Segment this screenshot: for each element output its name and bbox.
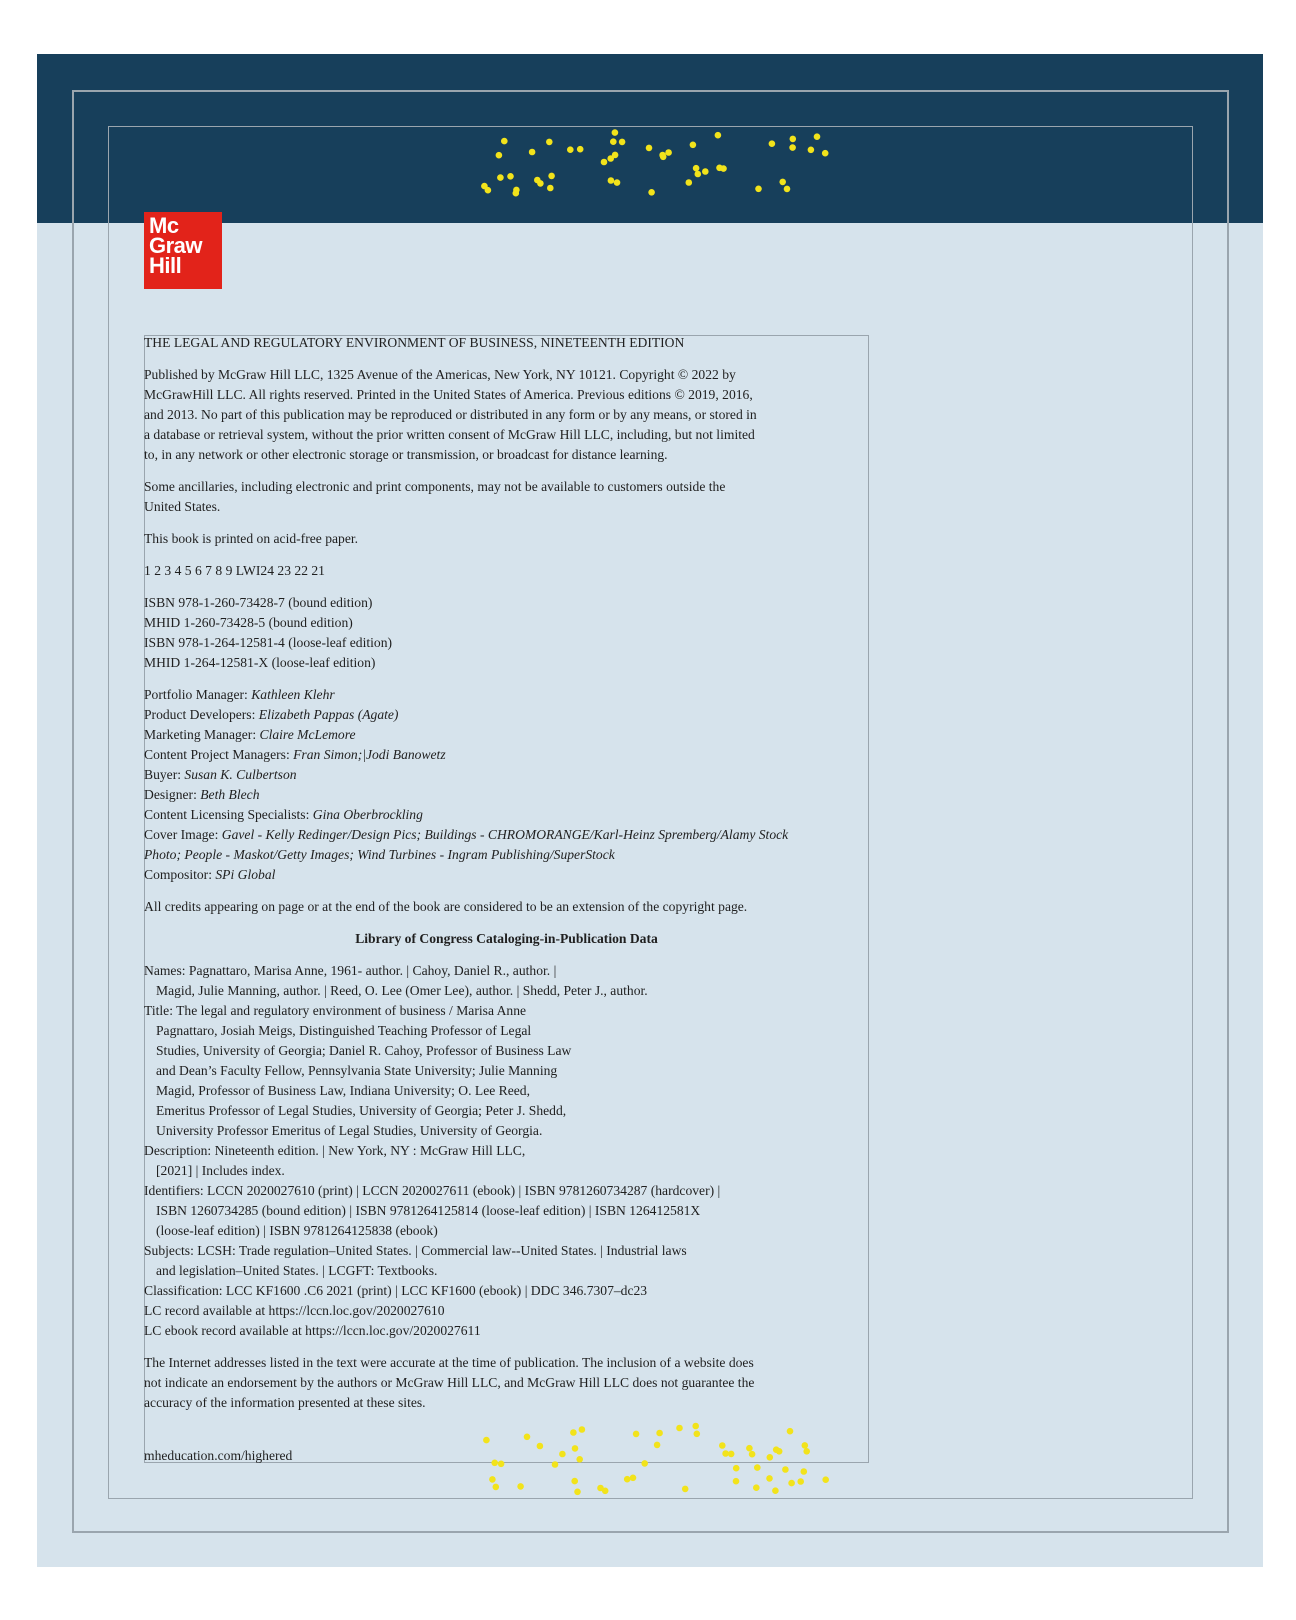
decorative-dot <box>572 1445 579 1452</box>
decorative-dot <box>547 185 554 192</box>
decorative-dot <box>716 165 723 172</box>
cip-title: Library of Congress Cataloging-in-Publication Data <box>355 931 658 946</box>
text-line: Published by McGraw Hill LLC, 1325 Avenue of the Americas, New York, NY 10121. Copyright © 2022 by <box>144 367 736 382</box>
decorative-dot <box>808 147 815 154</box>
decorative-dot <box>789 144 796 151</box>
credit-name: Beth Blech <box>200 787 260 802</box>
cip-line: Magid, Professor of Business Law, Indiana University; O. Lee Reed, <box>156 1083 531 1098</box>
decorative-dot <box>612 152 619 159</box>
decorative-dot <box>534 177 541 184</box>
credit-name: Elizabeth Pappas (Agate) <box>258 707 399 722</box>
decorative-dot <box>692 1423 699 1430</box>
decorative-dot <box>548 173 555 180</box>
decorative-dot <box>576 1456 583 1463</box>
decorative-dot <box>496 152 503 159</box>
decorative-dot <box>529 149 536 156</box>
isbn-line: MHID 1-260-73428-5 (bound edition) <box>144 615 353 630</box>
credit-role: Content Project Managers: <box>144 747 294 762</box>
decorative-dot <box>767 1454 774 1461</box>
decorative-dot <box>660 154 667 161</box>
decorative-dot <box>619 139 626 146</box>
credit-role: Portfolio Manager: <box>144 687 252 702</box>
cip-line: Names: Pagnattaro, Marisa Anne, 1961- author. | Cahoy, Daniel R., author. | <box>144 963 557 978</box>
cip-line: ISBN 1260734285 (bound edition) | ISBN 9781264125814 (loose-leaf edition) | ISBN 126412581X <box>156 1203 701 1218</box>
isbn-block <box>144 593 869 673</box>
text-line: a database or retrieval system, without the prior written consent of McGraw Hill LLC, including, but not limited <box>144 427 755 442</box>
credit-line <box>144 765 869 785</box>
decorative-dot <box>656 1430 663 1437</box>
decorative-dot <box>766 1475 773 1482</box>
decorative-dot <box>552 1461 559 1468</box>
logo-line-2: Graw <box>149 233 203 258</box>
cip-line: Identifiers: LCCN 2020027610 (print) | LCCN 2020027611 (ebook) | ISBN 9781260734287 (hardcover) | <box>144 1183 721 1198</box>
decorative-dot <box>524 1434 531 1441</box>
credit-role: Compositor: <box>144 867 216 882</box>
credit-line <box>144 865 869 885</box>
decorative-dot <box>755 186 762 193</box>
cip-line: Title: The legal and regulatory environment of business / Marisa Anne <box>144 1003 527 1018</box>
decorative-dot <box>694 1431 701 1438</box>
decorative-dot <box>579 1426 586 1433</box>
copyright-content <box>144 333 869 1425</box>
decorative-dot <box>753 1484 760 1491</box>
logo-line-3: Hill <box>149 253 182 278</box>
decorative-dot <box>728 1451 735 1458</box>
cip-line: LC ebook record available at https://lccn.loc.gov/2020027611 <box>144 1323 481 1338</box>
decorative-dot <box>802 1442 809 1449</box>
publisher-url[interactable]: mheducation.com/highered <box>144 1448 293 1463</box>
cip-line: Pagnattaro, Josiah Meigs, Distinguished Teaching Professor of Legal <box>156 1023 532 1038</box>
decorative-dot <box>493 1484 500 1491</box>
credit-role: Content Licensing Specialists: <box>144 807 313 822</box>
text-line: not indicate an endorsement by the authors or McGraw Hill LLC, and McGraw Hill LLC does not guarantee the <box>144 1375 755 1390</box>
logo-line-1: Mc <box>149 213 179 238</box>
decorative-dot <box>571 1478 578 1485</box>
cip-line: Emeritus Professor of Legal Studies, University of Georgia; Peter J. Shedd, <box>156 1103 567 1118</box>
isbn-line: ISBN 978-1-260-73428-7 (bound edition) <box>144 595 373 610</box>
cip-line: [2021] | Includes index. <box>156 1163 285 1178</box>
decorative-dot <box>567 146 574 153</box>
credit-role: Cover Image: <box>144 827 222 842</box>
decorative-dot <box>787 1428 794 1435</box>
credit-name: SPi Global <box>215 867 276 882</box>
decorative-dot <box>601 159 608 166</box>
credit-line <box>144 725 869 745</box>
decorative-dot <box>822 150 829 157</box>
cip-line: University Professor Emeritus of Legal Studies, University of Georgia. <box>156 1123 543 1138</box>
isbn-line: MHID 1-264-12581-X (loose-leaf edition) <box>144 655 376 670</box>
decorative-dot <box>715 132 722 139</box>
decorative-dot <box>489 1476 496 1483</box>
decorative-dot <box>797 1478 804 1485</box>
credit-line <box>144 685 869 705</box>
cip-line: Subjects: LCSH: Trade regulation–United States. | Commercial law--United States. | Industrial laws <box>144 1243 687 1258</box>
credit-role: Marketing Manager: <box>144 727 260 742</box>
decorative-dot <box>772 1487 779 1494</box>
credit-name: Susan K. Culbertson <box>184 767 297 782</box>
credits-block <box>144 685 869 885</box>
decorative-dot <box>537 1443 544 1450</box>
decorative-dot <box>686 179 693 186</box>
credit-line <box>144 745 869 765</box>
text-line: to, in any network or other electronic storage or transmission, or broadcast for distance learning. <box>144 447 668 462</box>
credit-role: Designer: <box>144 787 201 802</box>
text-line: Some ancillaries, including electronic and print components, may not be available to customers outside the <box>144 479 726 494</box>
internet-note <box>144 1353 869 1413</box>
cip-line: Studies, University of Georgia; Daniel R. Cahoy, Professor of Business Law <box>156 1043 572 1058</box>
dot-pattern-bottom <box>470 1420 830 1498</box>
isbn-line: ISBN 978-1-264-12581-4 (loose-leaf edition) <box>144 635 393 650</box>
text-line: United States. <box>144 499 221 514</box>
decorative-dot <box>574 1489 581 1496</box>
decorative-dot <box>612 129 619 136</box>
decorative-dot <box>665 149 672 156</box>
decorative-dot <box>517 1483 524 1490</box>
decorative-dot <box>614 179 621 186</box>
decorative-dot <box>646 145 653 152</box>
decorative-dot <box>507 173 514 180</box>
cip-line: LC record available at https://lccn.loc.gov/2020027610 <box>144 1303 445 1318</box>
cip-line: Magid, Julie Manning, author. | Reed, O. Lee (Omer Lee), author. | Shedd, Peter J., author. <box>156 983 648 998</box>
decorative-dot <box>690 142 697 149</box>
decorative-dot <box>776 1448 783 1455</box>
decorative-dot <box>814 133 821 140</box>
decorative-dot <box>501 138 508 145</box>
decorative-dot <box>803 1448 810 1455</box>
decorative-dot <box>483 1437 490 1444</box>
decorative-dot <box>733 1465 740 1472</box>
decorative-dot <box>633 1431 640 1438</box>
credit-name: Photo; People - Maskot/Getty Images; Wind Turbines - Ingram Publishing/SuperStock <box>144 847 615 862</box>
credit-role: Buyer: <box>144 767 185 782</box>
decorative-dot <box>641 1460 648 1467</box>
decorative-dot <box>648 189 655 196</box>
credit-role: Product Developers: <box>144 707 259 722</box>
decorative-dot <box>610 138 617 145</box>
credit-line <box>144 805 869 825</box>
published-paragraph <box>144 365 869 465</box>
decorative-dot <box>513 190 520 197</box>
decorative-dot <box>779 179 786 186</box>
decorative-dot <box>788 1480 795 1487</box>
decorative-dot <box>719 1442 726 1449</box>
credit-name: Kathleen Klehr <box>251 687 335 702</box>
decorative-dot <box>597 1485 604 1492</box>
credit-name: Gina Oberbrockling <box>312 807 423 822</box>
credits-note: All credits appearing on page or at the end of the book are considered to be an extension of the copyright page. <box>144 899 748 914</box>
decorative-dot <box>695 171 702 178</box>
decorative-dot <box>782 1466 789 1473</box>
decorative-dot <box>497 174 504 181</box>
decorative-dot <box>491 1460 498 1467</box>
cip-line: and Dean’s Faculty Fellow, Pennsylvania State University; Julie Manning <box>156 1063 558 1078</box>
decorative-dot <box>559 1451 566 1458</box>
decorative-dot <box>577 146 584 153</box>
decorative-dot <box>570 1429 577 1436</box>
credit-name: Gavel - Kelly Redinger/Design Pics; Buildings - CHROMORANGE/Karl-Heinz Spremberg/Alamy Stock <box>221 827 789 842</box>
decorative-dot <box>746 1445 753 1452</box>
ancillaries-paragraph <box>144 477 869 517</box>
decorative-dot <box>682 1486 689 1493</box>
decorative-dot <box>676 1425 683 1432</box>
decorative-dot <box>624 1476 631 1483</box>
decorative-dot <box>801 1468 808 1475</box>
decorative-dot <box>822 1476 829 1483</box>
cip-line: Description: Nineteenth edition. | New York, NY : McGraw Hill LLC, <box>144 1143 526 1158</box>
decorative-dot <box>630 1475 637 1482</box>
text-line: The Internet addresses listed in the text were accurate at the time of publication. The inclusion of a website does <box>144 1355 754 1370</box>
cip-line: Classification: LCC KF1600 .C6 2021 (print) | LCC KF1600 (ebook) | DDC 346.7307–dc23 <box>144 1283 648 1298</box>
cip-line: and legislation–United States. | LCGFT: Textbooks. <box>156 1263 438 1278</box>
decorative-dot <box>733 1478 740 1485</box>
credit-line <box>144 845 869 865</box>
acid-free-note: This book is printed on acid-free paper. <box>144 531 359 546</box>
decorative-dot <box>498 1461 505 1468</box>
cip-line: (loose-leaf edition) | ISBN 9781264125838 (ebook) <box>156 1223 438 1238</box>
credit-name: Fran Simon;|Jodi Banowetz <box>293 747 446 762</box>
book-title: THE LEGAL AND REGULATORY ENVIRONMENT OF BUSINESS, NINETEENTH EDITION <box>144 335 685 350</box>
dot-pattern-top <box>470 126 830 198</box>
credit-line <box>144 785 869 805</box>
cip-block <box>144 961 869 1341</box>
decorative-dot <box>693 165 700 172</box>
mcgraw-hill-logo <box>144 212 222 289</box>
decorative-dot <box>654 1442 661 1449</box>
text-line: and 2013. No part of this publication may be reproduced or distributed in any form or by any means, or stored in <box>144 407 757 422</box>
credit-line <box>144 705 869 725</box>
credit-name: Claire McLemore <box>259 727 356 742</box>
decorative-dot <box>769 140 776 147</box>
decorative-dot <box>790 136 797 143</box>
decorative-dot <box>754 1464 761 1471</box>
decorative-dot <box>749 1451 756 1458</box>
decorative-dot <box>722 1450 729 1457</box>
decorative-dot <box>485 187 492 194</box>
text-line: McGrawHill LLC. All rights reserved. Printed in the United States of America. Previous editions © 2019, 2016, <box>144 387 753 402</box>
decorative-dot <box>546 139 553 146</box>
decorative-dot <box>608 177 615 184</box>
decorative-dot <box>784 186 791 193</box>
text-line: accuracy of the information presented at these sites. <box>144 1395 426 1410</box>
print-line: 1 2 3 4 5 6 7 8 9 LWI24 23 22 21 <box>144 563 325 578</box>
decorative-dot <box>702 168 709 175</box>
credit-line <box>144 825 869 845</box>
